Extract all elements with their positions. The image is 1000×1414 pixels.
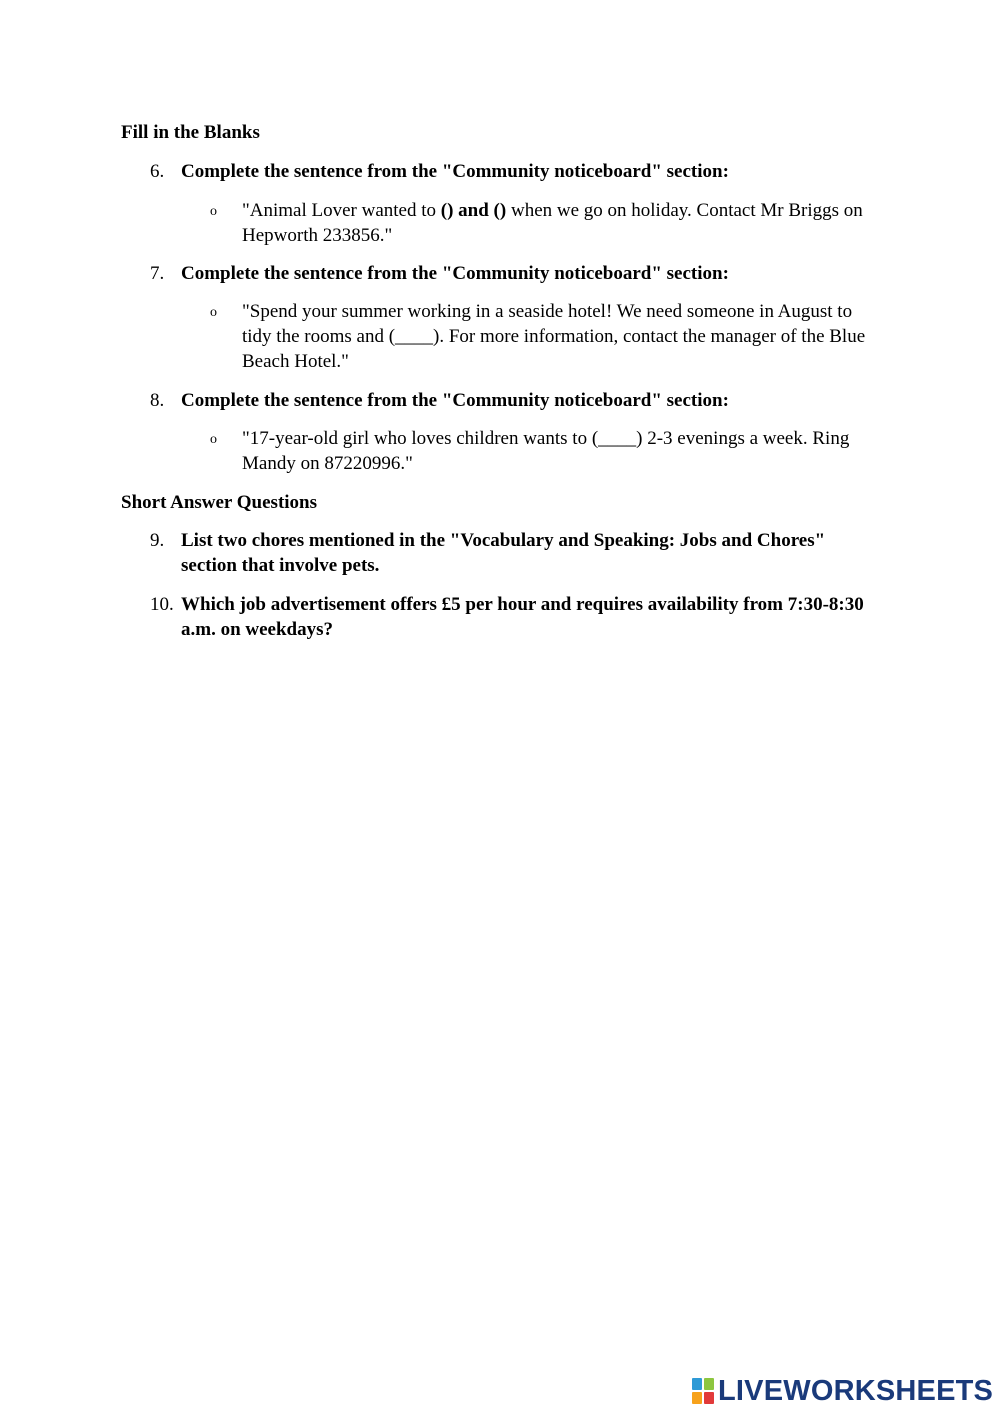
question-10 [150,592,880,642]
question-number: 6. [150,161,165,182]
hollow-bullet-icon: o [210,432,217,447]
question-7-sentence-item [210,299,880,374]
question-8-sentence-item [210,426,880,476]
question-6-sentence-item [210,198,880,248]
question-number: 9. [150,530,165,551]
question-prompt: Complete the sentence from the "Community noticeboard" section: [181,390,729,411]
hollow-bullet-icon: o [210,305,217,320]
sentence-text-start: "Animal Lover wanted to [242,200,441,221]
sentence-text-end: when we go on holiday. Contact Mr Briggs on Hepworth 233856." [242,200,863,246]
question-number: 8. [150,390,165,411]
question-number: 7. [150,263,165,284]
liveworksheets-logo [692,1376,993,1406]
question-prompt: Which job advertisement offers £5 per hour and requires availability from 7:30-8:30 a.m. on weekdays? [181,594,864,640]
question-7 [150,261,880,286]
question-8-sentence: "17-year-old girl who loves children wants to (____) 2-3 evenings a week. Ring Mandy on 87220996." [242,428,850,474]
question-8 [150,388,880,413]
question-prompt: Complete the sentence from the "Community noticeboard" section: [181,263,729,284]
sentence-blanks: () and () [440,200,507,221]
short-answer-heading: Short Answer Questions [121,492,318,513]
liveworksheets-logo-text: LIVEWORKSHEETS [718,1375,994,1407]
question-9 [150,528,880,578]
question-prompt: Complete the sentence from the "Community noticeboard" section: [181,161,729,182]
question-number: 10. [150,594,174,615]
question-6-sentence [242,198,880,248]
fill-in-blanks-heading: Fill in the Blanks [121,122,260,143]
question-6 [150,159,880,184]
liveworksheets-logo-icon [692,1378,714,1404]
hollow-bullet-icon: o [210,204,217,219]
question-7-sentence: "Spend your summer working in a seaside hotel! We need someone in August to tidy the rooms and (____). For more information, contact the manager of the Blue Beach Hotel." [242,301,866,372]
question-prompt: List two chores mentioned in the "Vocabulary and Speaking: Jobs and Chores" section that involve pets. [181,530,826,576]
